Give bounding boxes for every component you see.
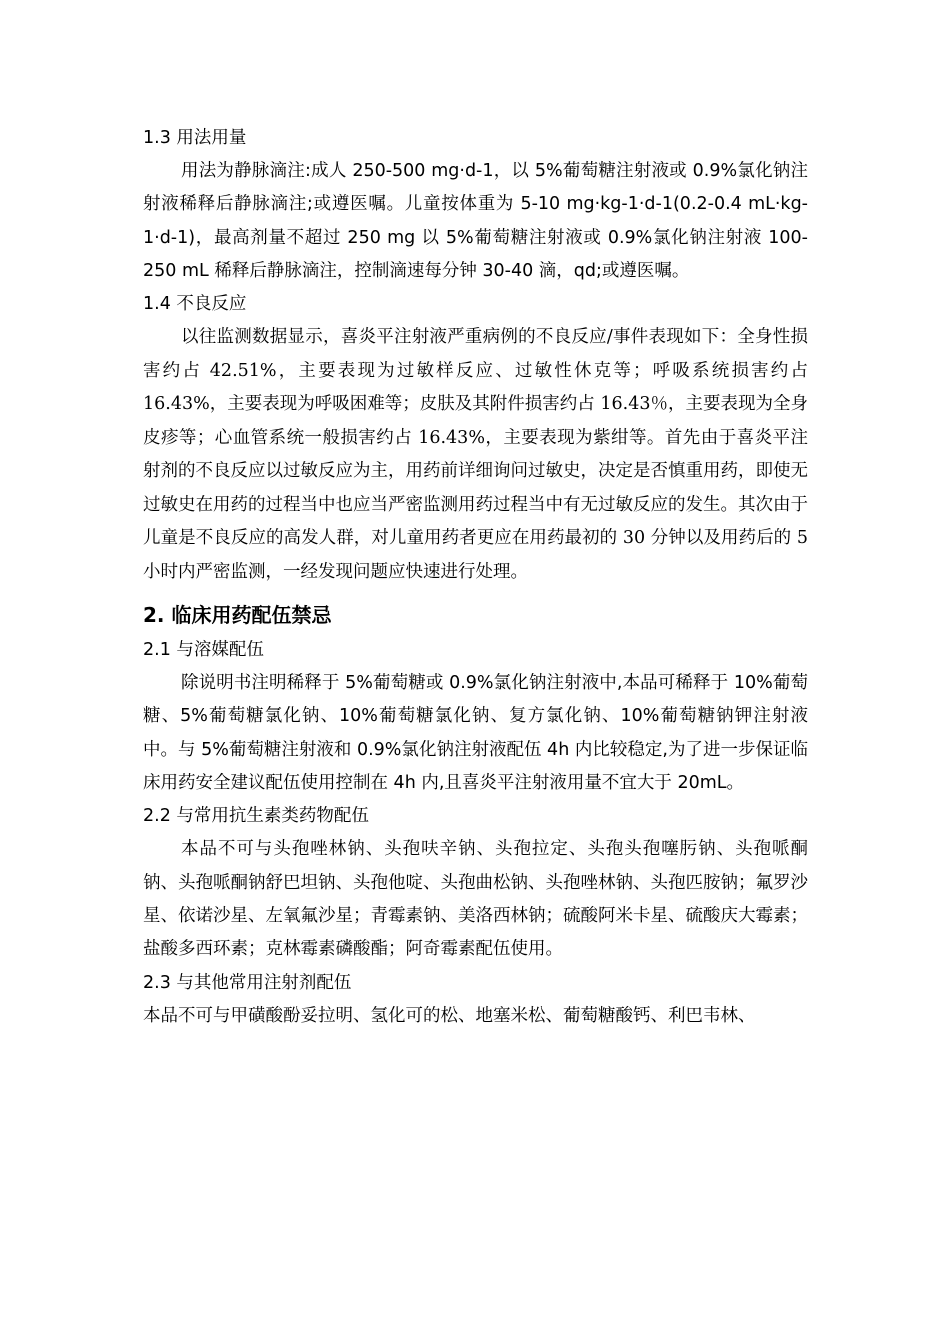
section-1-3-paragraph: 用法为静脉滴注:成人 250-500 mg·d-1，以 5%葡萄糖注射液或 0.9%氯化钠注射液稀释后静脉滴注;或遵医嘱。儿童按体重为 5-10 mg·kg-1·d-1(0.2-0.4 mL·kg-1·d-1)，最高剂量不超过 250 mg 以 5%葡萄糖注射液或 0.9%氯化钠注射液 100-250 mL 稀释后静脉滴注，控制滴速每分钟 30-40 滴，qd;或遵医嘱。 (143, 161, 808, 281)
section-2-2-heading: 2.2 与常用抗生素类药物配伍 (143, 806, 369, 827)
document-body (143, 122, 808, 1033)
section-2-2-paragraph: 本品不可与头孢唑林钠、头孢呋辛钠、头孢拉定、头孢头孢噻肟钠、头孢哌酮钠、头孢哌酮钠舒巴坦钠、头孢他啶、头孢曲松钠、头孢唑林钠、头孢匹胺钠；氟罗沙星、依诺沙星、左氧氟沙星；青霉素钠、美洛西林钠；硫酸阿米卡星、硫酸庆大霉素；盐酸多西环素；克林霉素磷酸酯；阿奇霉素配伍使用。 (143, 839, 808, 960)
section-2-1-heading: 2.1 与溶媒配伍 (143, 640, 264, 661)
section-2-heading: 2. 临床用药配伍禁忌 (143, 603, 332, 628)
section-2-3-paragraph: 本品不可与甲磺酸酚妥拉明、氢化可的松、地塞米松、葡萄糖酸钙、利巴韦林、 (143, 1005, 756, 1026)
section-2-3-heading: 2.3 与其他常用注射剂配伍 (143, 972, 352, 993)
section-1-4-paragraph: 以往监测数据显示，喜炎平注射液严重病例的不良反应/事件表现如下：全身性损害约占 42.51%，主要表现为过敏样反应、过敏性休克等；呼吸系统损害约占 16.43%，主要表现为呼吸困难等；皮肤及其附件损害约占 16.43％，主要表现为全身皮疹等；心血管系统一般损害约占 16.43%，主要表现为紫绀等。首先由于喜炎平注射剂的不良反应以过敏反应为主，用药前详细询问过敏史，决定是否慎重用药，即使无过敏史在用药的过程当中也应当严密监测用药过程当中有无过敏反应的发生。其次由于儿童是不良反应的高发人群，对儿童用药者更应在用药最初的 30 分钟以及用药后的 5 小时内严密监测，一经发现问题应快速进行处理。 (143, 327, 808, 582)
section-2-1-paragraph: 除说明书注明稀释于 5%葡萄糖或 0.9%氯化钠注射液中,本品可稀释于 10%葡萄糖、5%葡萄糖氯化钠、10%葡萄糖氯化钠、复方氯化钠、10%葡萄糖钠钾注射液中。与 5%葡萄糖注射液和 0.9%氯化钠注射液配伍 4h 内比较稳定,为了进一步保证临床用药安全建议配伍使用控制在 4h 内,且喜炎平注射液用量不宜大于 20mL。 (143, 673, 808, 794)
section-1-4-heading: 1.4 不良反应 (143, 294, 247, 315)
section-1-3-heading: 1.3 用法用量 (143, 128, 247, 148)
